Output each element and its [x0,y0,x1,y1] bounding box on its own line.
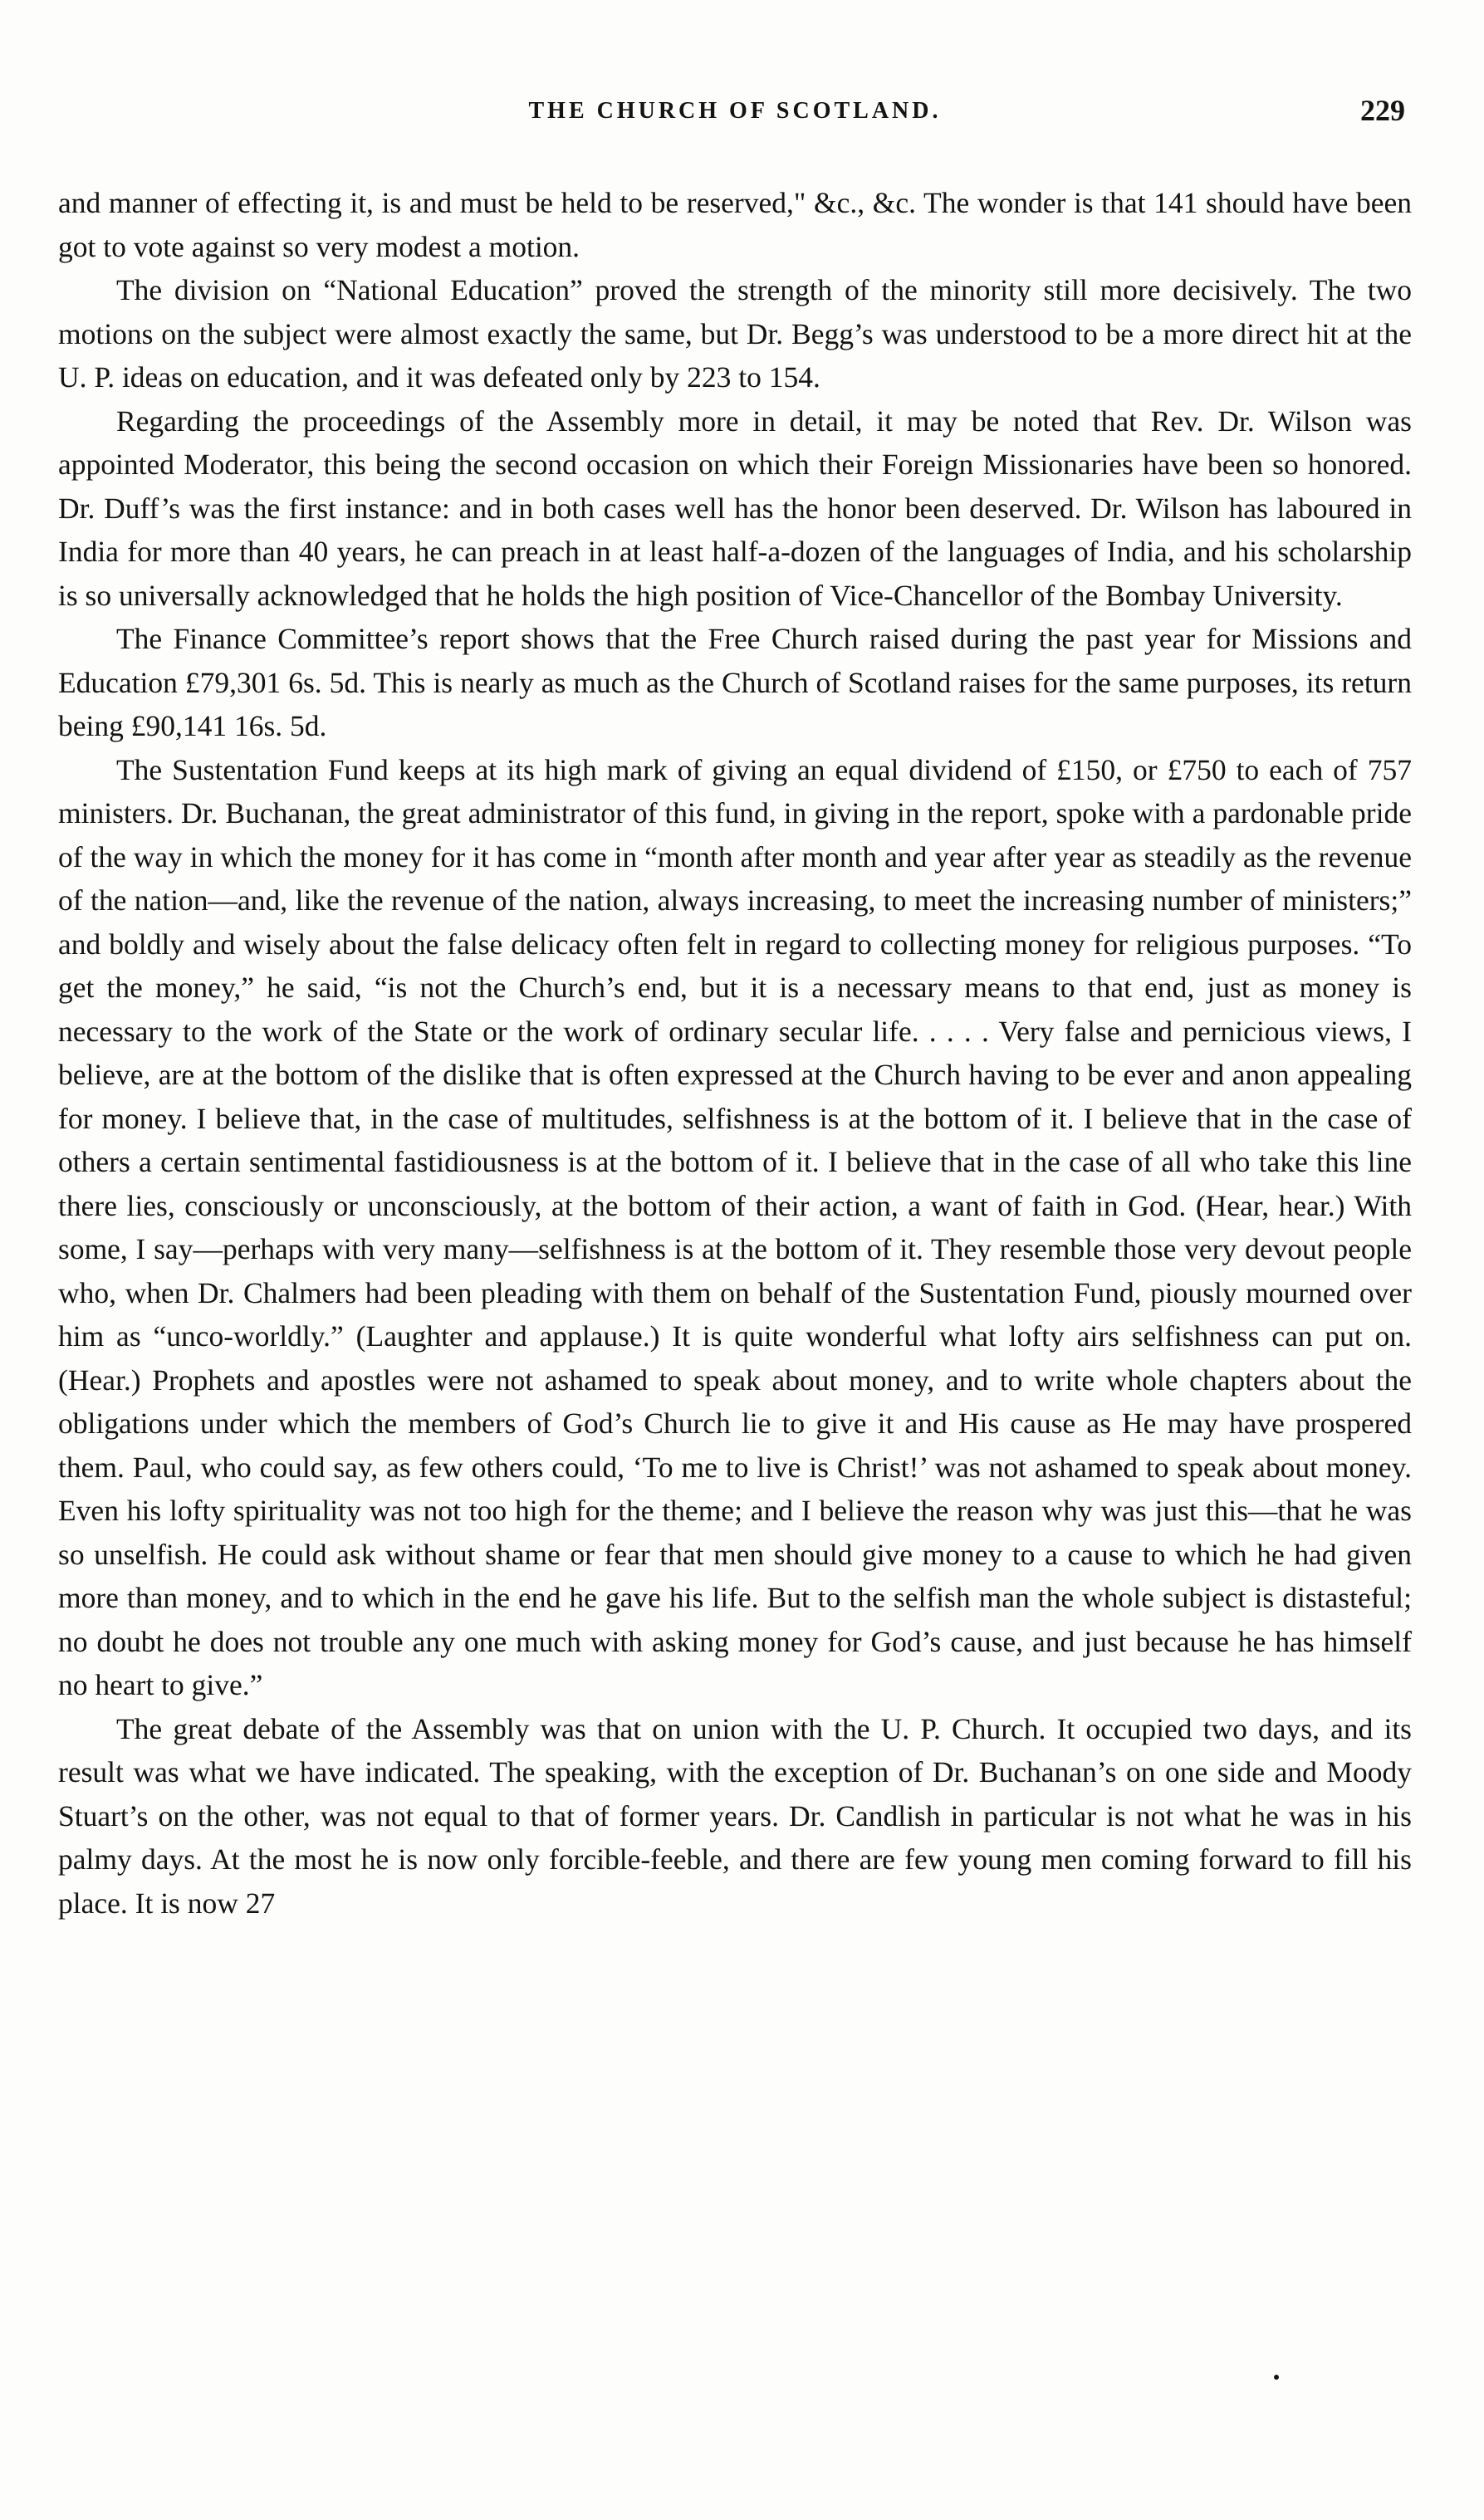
running-title: THE CHURCH OF SCOTLAND. [528,98,942,124]
running-head [58,94,1412,148]
body-text [58,181,1412,1925]
paragraph-national-education: The division on “National Education” proved the strength of the minority still more decisively. The two motions on the subject were almost exactly the same, but Dr. Begg’s was understood to be a more direct hit at the U. P. ideas on education, and it was defeated only by 223 to 154. [58,273,1412,394]
paragraph-finance-committee: The Finance Committee’s report shows that the Free Church raised during the past year for Missions and Education £79,301 6s. 5d. This is nearly as much as the Church of Scotland raises for the same purposes, its return being £90,141 16s. 5d. [58,622,1412,742]
page-number: 229 [1360,94,1405,127]
paragraph-sustentation-fund: The Sustentation Fund keeps at its high mark of giving an equal dividend of £150, or £750 to each of 757 ministers. Dr. Buchanan, the great administrator of this fund, in giving in the report, spoke with a pardonable pride of the way in which the money for it has come in “month after month and year after year as steadily as the revenue of the nation—and, like the revenue of the nation, always increasing, to meet the increasing number of ministers;” and boldly and wisely about the false delicacy often felt in regard to collecting money for religious purposes. “To get the money,” he said, “is not the Church’s end, but it is a necessary means to that end, just as money is necessary to the work of the State or the work of ordinary secular life. . . . . Very false and pernicious views, I believe, are at the bottom of the dislike that is often expressed at the Church having to be ever and anon appealing for money. I believe that, in the case of multitudes, selfishness is at the bottom of it. I believe that in the case of others a certain sentimental fastidiousness is at the bottom of it. I believe that in the case of all who take this line there lies, consciously or unconsciously, at the bottom of their action, a want of faith in God. (Hear, hear.) With some, I say—perhaps with very many—selfishness is at the bottom of it. They resemble those very devout people who, when Dr. Chalmers had been pleading with them on behalf of the Sustentation Fund, piously mourned over him as “unco-worldly.” (Laughter and applause.) It is quite wonderful what lofty airs selfishness can put on. (Hear.) Prophets and apostles were not ashamed to speak about money, and to write whole chapters about the obligations under which the members of God’s Church lie to give it and His cause as He may have prospered them. Paul, who could say, as few others could, ‘To me to live is Christ!’ was not ashamed to speak about money. Even his lofty spirituality was not too high for the theme; and I believe the reason why was just this—that he was so unselfish. He could ask without shame or fear that men should give money to a cause to which he had given more than money, and to which in the end he gave his life. But to the selfish man the whole subject is distasteful; no doubt he does not trouble any one much with asking money for God’s cause, and just because he has himself no heart to give.” [58,752,1412,1701]
print-speck [1274,2375,1279,2380]
paragraph-moderator: Regarding the proceedings of the Assembly more in detail, it may be noted that Rev. Dr. Wilson was appointed Moderator, this being the second occasion on which their Foreign Missionaries have been so honored. Dr. Duff’s was the first instance: and in both cases well has the honor been deserved. Dr. Wilson has laboured in India for more than 40 years, he can preach in at least half-a-dozen of the languages of India, and his scholarship is so universally acknowledged that he holds the high position of Vice-Chancellor of the Bombay University. [58,404,1412,612]
paragraph-union-debate: The great debate of the Assembly was that on union with the U. P. Church. It occupied two days, and its result was what we have indicated. The speaking, with the exception of Dr. Buchanan’s on one side and Moody Stuart’s on the other, was not equal to that of former years. Dr. Candlish in particular is not what he was in his palmy days. At the most he is now only forcible-feeble, and there are few young men coming forward to fill his place. It is now 27 [58,1711,1412,1920]
paragraph-continuation: and manner of effecting it, is and must be held to be reserved," &c., &c. The wonder is that 141 should have been got to vote against so very modest a motion. [58,186,1412,263]
